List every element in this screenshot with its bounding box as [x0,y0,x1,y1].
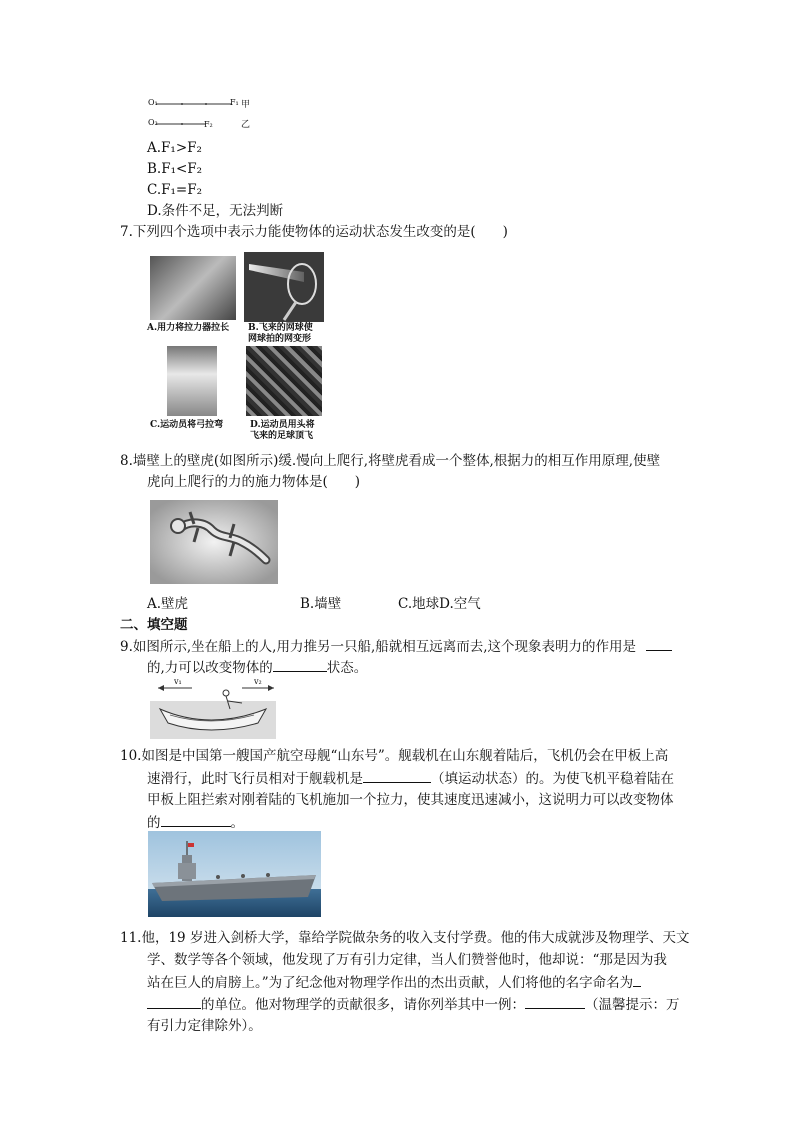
q8-option-cd: C.地球D.空气 [398,596,481,612]
label-o2: O₂ [148,118,158,127]
q9-text-1: 9.如图所示,坐在船上的人,用力推另一只船,船就相互远离而去,这个现象表明力的作用是 [120,639,637,655]
q11-blank-1a[interactable] [633,972,641,987]
q6-option-a: A.F₁>F₂ [147,140,202,156]
velocity-v2-label: v₂ [254,677,262,686]
q9-question-line2 [147,657,367,678]
q7-image-c [167,346,217,416]
q11-text-4a: 的单位。他对物理学的贡献很多，请你列举其中一例： [201,997,525,1013]
label-f2: F₂ [204,120,213,129]
label-jia: 甲 [241,100,251,110]
q10-question-line1: 10.如图是中国第一艘国产航空母舰“山东号”。舰载机在山东舰着陆后，飞机仍会在甲板上高 [120,748,669,764]
q7-question: 7.下列四个选项中表示力能使物体的运动状态发生改变的是( ) [120,224,508,240]
q10-text-4a: 的 [147,815,161,831]
q9-blank-1[interactable] [646,636,672,651]
q11-question-line4 [147,994,680,1015]
q11-question-line1: 11.他，19 岁进入剑桥大学，靠给学院做杂务的收入支付学费。他的伟大成就涉及物理学、天文 [120,930,690,946]
q7-caption-d2: 飞来的足球顶飞 [250,431,314,441]
label-yi: 乙 [241,120,251,130]
q6-option-b: B.F₁<F₂ [147,161,203,177]
q11-question-line2: 学、数学等各个领域，他发现了万有引力定律，当人们赞誉他时，他却说：“那是因为我 [147,952,667,968]
q10-question-line4 [147,812,244,833]
q9-blank-2[interactable] [273,657,327,672]
q8-option-b: B.墙壁 [300,596,342,612]
q10-question-line3: 甲板上阻拦索对刚着陆的飞机施加一个拉力，使其速度迅速减小，这说明力可以改变物体 [147,792,674,808]
q9-text-2a: 的,力可以改变物体的 [147,660,273,676]
q10-question-line2 [147,768,674,789]
q7-caption-b2: 网球拍的网变形 [248,334,312,344]
q8-question-line1: 8.墙壁上的壁虎(如图所示)缓.慢向上爬行,将壁虎看成一个整体,根据力的相互作用原理,使壁 [120,453,661,469]
q10-text-2a: 速滑行，此时飞行员相对于舰载机是 [147,771,363,787]
q6-force-diagram [146,96,256,136]
q10-blank-1[interactable] [363,768,431,783]
q10-text-2b: （填运动状态）的。为使飞机平稳着陆在 [431,771,674,787]
q10-text-4b: 。 [230,815,244,831]
q7-image-b [244,252,324,322]
q6-option-d: D.条件不足，无法判断 [147,203,284,219]
q11-question-line5: 有引力定律除外）。 [147,1018,262,1034]
q9-question-line1 [120,636,672,657]
q11-text-3: 站在巨人的肩膀上。”为了纪念他对物理学作出的杰出贡献，人们将他的名字命名为 [147,975,634,991]
gecko-image [150,500,278,584]
label-f1: F₁ [230,98,239,107]
q7-caption-b1: B.飞来的网球使 [248,323,313,333]
q7-caption-d1: D.运动员用头将 [250,420,315,430]
q11-text-4b: （温馨提示：万 [585,997,680,1013]
q6-option-c: C.F₁=F₂ [147,182,203,198]
q8-question-line2: 虎向上爬行的力的施力物体是( ) [147,474,361,490]
q7-caption-a: A.用力将拉力器拉长 [147,323,230,333]
q11-question-line3 [147,972,641,993]
q8-option-a: A.壁虎 [147,596,189,612]
q10-blank-2[interactable] [161,812,231,827]
velocity-v1-label: v₁ [174,677,182,686]
q11-blank-1b[interactable] [147,994,201,1009]
aircraft-carrier-image [148,831,321,917]
q7-image-a [150,256,236,320]
q7-caption-c: C.运动员将弓拉弯 [150,420,224,430]
q9-text-2b: 状态。 [326,660,368,676]
label-o1: O₁ [148,98,158,107]
boat-image [150,679,276,739]
q7-image-d [246,346,322,416]
force-line-figure [146,96,256,136]
q11-blank-2[interactable] [525,994,585,1009]
section-title-fill-in: 二、填空题 [120,617,188,633]
